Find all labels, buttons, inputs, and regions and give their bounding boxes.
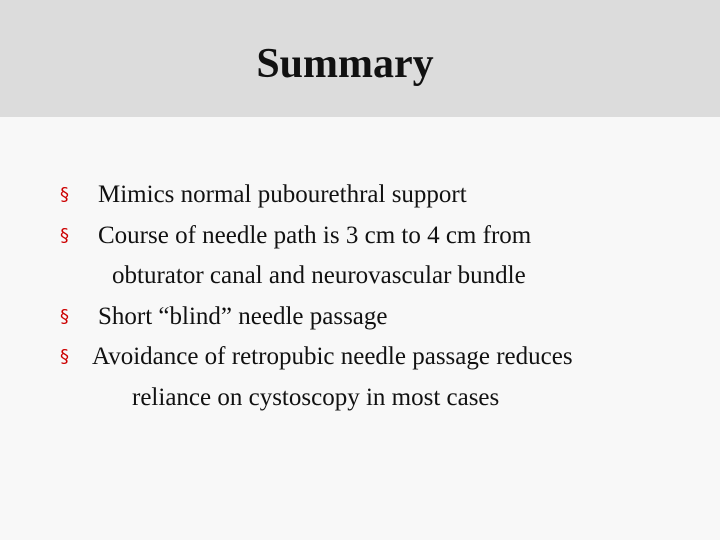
bullet-item: [60, 297, 700, 338]
slide-title: Summary: [256, 41, 434, 87]
bullet-text: Course of needle path is 3 cm to 4 cm from: [98, 221, 532, 249]
bullet-item: [60, 175, 700, 216]
bullet-text: Avoidance of retropubic needle passage reduces: [92, 343, 573, 370]
bullet-item: [60, 216, 700, 297]
bullet-marker-icon: §: [60, 224, 69, 246]
bullet-list: [60, 175, 700, 418]
bullet-text-continuation: obturator canal and neurovascular bundle: [112, 262, 526, 289]
bullet-text-continuation: reliance on cystoscopy in most cases: [132, 383, 500, 411]
bullet-marker-icon: §: [60, 346, 69, 367]
bullet-text: Short “blind” needle passage: [98, 302, 388, 330]
bullet-marker-icon: §: [60, 305, 69, 327]
bullet-marker-icon: §: [60, 184, 69, 205]
bullet-text: Mimics normal pubourethral support: [98, 181, 467, 208]
bullet-item: [60, 337, 700, 418]
title-bar: [0, 0, 720, 117]
